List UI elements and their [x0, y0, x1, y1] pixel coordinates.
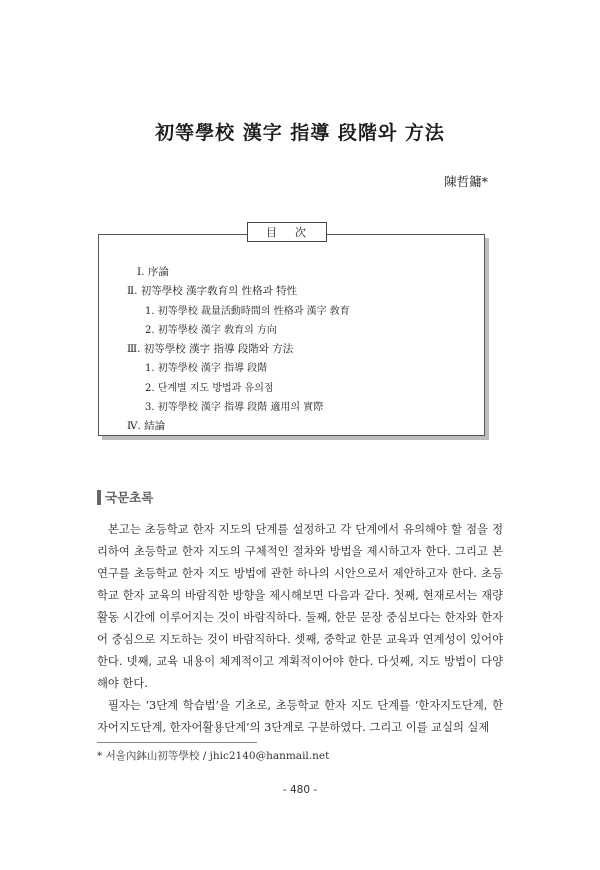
abstract-heading: [97, 488, 153, 506]
toc-header: 目次: [247, 222, 327, 242]
toc-item: Ⅰ. 序論: [137, 266, 169, 278]
footnote-divider: [97, 742, 257, 743]
toc-item: 2. 初等學校 漢字 敎育의 方向: [145, 324, 277, 336]
toc-item: 1. 初等學校 裁量活動時間의 性格과 漢字 敎育: [145, 305, 350, 317]
table-of-contents: [98, 226, 485, 436]
toc-item: Ⅱ. 初等學校 漢字敎育의 性格과 特性: [127, 285, 298, 298]
abstract-paragraph-1: 본고는 초등학교 한자 지도의 단계를 설정하고 각 단계에서 유의해야 할 점을 정리하여 초등학교 한자 지도의 구체적인 절차와 방법을 제시하고자 한다. 그리고 본 연구를 초등학교 한자 지도 방법에 관한 하나의 시안으로서 제안하고자 한다. 초등학교 한자 교육의 바람직한 방향을 제시해보면 다음과 같다. 첫째, 현재로서는 재량활동 시간에 이루어지는 것이 바람직하다. 둘째, 한문 문장 중심보다는 한자와 한자어 중심으로 지도하는 것이 바람직하다. 셋째, 중학교 한문 교육과 연계성이 있어야 한다. 넷째, 교육 내용이 체계적이고 계획적이어야 한다. 다섯째, 지도 방법이 다양해야 한다.: [97, 523, 503, 690]
abstract-heading-label: 국문초록: [105, 490, 154, 505]
toc-item: 3. 初等學校 漢字 指導 段階 適用의 實際: [145, 402, 324, 414]
paper-title: 初等學校 漢字 指導 段階와 方法: [155, 122, 445, 144]
toc-item: 2. 단계별 지도 방법과 유의점: [145, 382, 274, 394]
heading-bar-icon: [97, 490, 101, 505]
toc-item: Ⅳ. 結論: [127, 420, 166, 433]
footnote: * 서울內鉢山初等學校 / jhic2140@hanmail.net: [97, 750, 330, 762]
toc-item: Ⅲ. 初等學校 漢字 指導 段階와 方法: [127, 343, 294, 356]
toc-list: [127, 263, 350, 437]
abstract-body: [97, 519, 503, 739]
abstract-paragraph-2: 필자는 ‘3단계 학습법’을 기초로, 초등학교 한자 지도 단계를 ‘한자지도단계, 한자어지도단계, 한자어활용단계’의 3단계로 구분하였다. 그리고 이를 교실의 실제: [97, 699, 503, 734]
toc-item: 1. 初等學校 漢字 指導 段階: [145, 363, 268, 375]
author-name: 陳哲鏞*: [444, 174, 488, 189]
page-number: - 480 -: [282, 784, 318, 796]
